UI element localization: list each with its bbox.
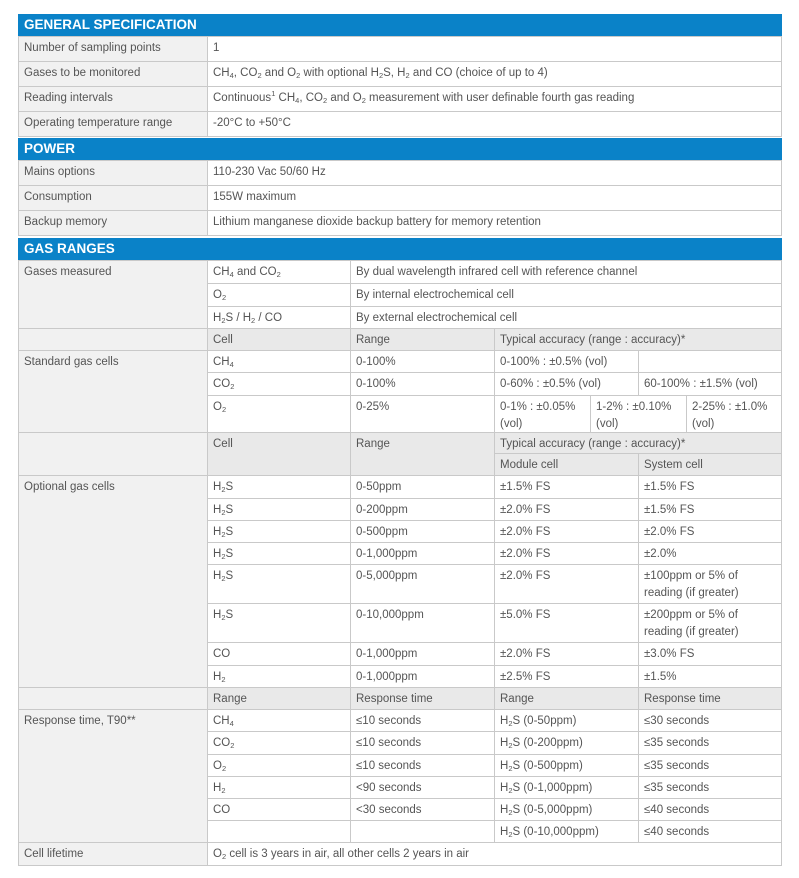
accuracy-value: 0-1% : ±0.05% (vol) xyxy=(494,395,590,432)
accuracy-value: 0-60% : ±0.5% (vol) xyxy=(494,372,638,395)
response-value: $CO_2$ xyxy=(207,731,350,754)
system-accuracy: ±3.0% FS xyxy=(638,642,782,665)
column-header-cell: Cell xyxy=(207,328,350,350)
gas-cell: $H_2S$ xyxy=(207,603,350,642)
response-value: <90 seconds xyxy=(350,776,494,798)
response-value: $H_2S$ (0-1,000ppm) xyxy=(494,776,638,798)
response-value: $H_2S$ (0-500ppm) xyxy=(494,754,638,776)
accuracy-value: 1-2% : ±0.10% (vol) xyxy=(590,395,686,432)
blank-label xyxy=(18,687,207,709)
response-value: ≤10 seconds xyxy=(350,709,494,731)
section-header-gas-ranges: GAS RANGES xyxy=(18,238,782,260)
column-header-response: Range xyxy=(207,687,350,709)
response-value: ≤35 seconds xyxy=(638,754,782,776)
response-value: $H_2$ xyxy=(207,776,350,798)
section-header-power: POWER xyxy=(18,138,782,160)
gas-range: 0-100% xyxy=(350,350,494,372)
system-accuracy: ±100ppm or 5% of reading (if greater) xyxy=(638,564,782,603)
gas-range: 0-1,000ppm xyxy=(350,665,494,687)
gas-cell: $O_2$ xyxy=(207,395,350,432)
response-value: $H_2S$ (0-10,000ppm) xyxy=(494,820,638,842)
column-header-range: Range xyxy=(350,432,494,475)
column-header-module: Module cell xyxy=(494,453,638,475)
spec-value: $CH_4$, $CO_2$ and $O_2$ with optional $H_2S$, $H_2$ and CO (choice of up to 4) xyxy=(207,61,782,86)
gas-cell: $H_2$ xyxy=(207,665,350,687)
gas-name: $O_2$ xyxy=(207,283,350,306)
gas-method: By dual wavelength infrared cell with reference channel xyxy=(350,260,782,283)
response-value: CO xyxy=(207,798,350,820)
gas-range: 0-25% xyxy=(350,395,494,432)
gas-method: By internal electrochemical cell xyxy=(350,283,782,306)
module-accuracy: ±2.5% FS xyxy=(494,665,638,687)
response-value xyxy=(350,820,494,842)
column-header-range: Range xyxy=(350,328,494,350)
gas-cell: $H_2S$ xyxy=(207,475,350,498)
gas-name: $H_2S / H_2$ / CO xyxy=(207,306,350,329)
spec-value: 1 xyxy=(207,36,782,61)
gas-cell: $H_2S$ xyxy=(207,520,350,542)
gas-range: 0-50ppm xyxy=(350,475,494,498)
column-header-response: Response time xyxy=(638,687,782,709)
spec-label: Gases to be monitored xyxy=(18,61,207,86)
module-accuracy: ±5.0% FS xyxy=(494,603,638,642)
standard-gas-cells-label: Standard gas cells xyxy=(18,350,207,432)
system-accuracy: ±1.5% FS xyxy=(638,475,782,498)
accuracy-value: 0-100% : ±0.5% (vol) xyxy=(494,350,638,372)
system-accuracy: ±1.5% FS xyxy=(638,498,782,520)
gas-cell: $CO_2$ xyxy=(207,372,350,395)
column-header-accuracy: Typical accuracy (range : accuracy)* xyxy=(494,432,782,453)
response-value: ≤40 seconds xyxy=(638,798,782,820)
gas-cell: $H_2S$ xyxy=(207,564,350,603)
gas-range: 0-500ppm xyxy=(350,520,494,542)
accuracy-value: 2-25% : ±1.0% (vol) xyxy=(686,395,782,432)
module-accuracy: ±2.0% FS xyxy=(494,520,638,542)
cell-lifetime-value: $O_2$ cell is 3 years in air, all other cells 2 years in air xyxy=(207,842,782,865)
cell-lifetime-label: Cell lifetime xyxy=(18,842,207,865)
spec-label: Operating temperature range xyxy=(18,111,207,136)
blank-label xyxy=(18,432,207,475)
gases-measured-label: Gases measured xyxy=(18,260,207,329)
system-accuracy: ±1.5% xyxy=(638,665,782,687)
column-header-response: Response time xyxy=(350,687,494,709)
blank-label xyxy=(18,328,207,350)
response-value: $CH_4$ xyxy=(207,709,350,731)
accuracy-value: 60-100% : ±1.5% (vol) xyxy=(638,372,782,395)
response-value: ≤10 seconds xyxy=(350,731,494,754)
response-value xyxy=(207,820,350,842)
gas-range: 0-200ppm xyxy=(350,498,494,520)
spec-label: Number of sampling points xyxy=(18,36,207,61)
section-header-general: GENERAL SPECIFICATION xyxy=(18,14,782,36)
response-value: $H_2S$ (0-50ppm) xyxy=(494,709,638,731)
system-accuracy: ±2.0% FS xyxy=(638,520,782,542)
response-value: ≤40 seconds xyxy=(638,820,782,842)
system-accuracy: ±2.0% xyxy=(638,542,782,564)
column-header-system: System cell xyxy=(638,453,782,475)
spec-value: Continuous$^1$ $CH_4$, $CO_2$ and $O_2$ measurement with user definable fourth gas reading xyxy=(207,86,782,111)
gas-cell: CO xyxy=(207,642,350,665)
module-accuracy: ±2.0% FS xyxy=(494,564,638,603)
column-header-response: Range xyxy=(494,687,638,709)
spec-label: Backup memory xyxy=(18,210,207,235)
spec-label: Mains options xyxy=(18,160,207,185)
response-value: ≤35 seconds xyxy=(638,776,782,798)
spec-value: 155W maximum xyxy=(207,185,782,210)
response-value: $H_2S$ (0-200ppm) xyxy=(494,731,638,754)
gas-cell: $H_2S$ xyxy=(207,498,350,520)
gas-range: 0-100% xyxy=(350,372,494,395)
gas-cell: $CH_4$ xyxy=(207,350,350,372)
gas-name: $CH_4$ and $CO_2$ xyxy=(207,260,350,283)
gas-method: By external electrochemical cell xyxy=(350,306,782,329)
response-value: ≤35 seconds xyxy=(638,731,782,754)
spec-value: 110-230 Vac 50/60 Hz xyxy=(207,160,782,185)
module-accuracy: ±2.0% FS xyxy=(494,642,638,665)
response-value: ≤30 seconds xyxy=(638,709,782,731)
column-header-cell: Cell xyxy=(207,432,350,475)
response-time-label: Response time, T90** xyxy=(18,709,207,842)
spec-label: Reading intervals xyxy=(18,86,207,111)
gas-range: 0-1,000ppm xyxy=(350,542,494,564)
accuracy-value xyxy=(638,350,782,372)
gas-cell: $H_2S$ xyxy=(207,542,350,564)
gas-range: 0-10,000ppm xyxy=(350,603,494,642)
gas-range: 0-1,000ppm xyxy=(350,642,494,665)
spec-value: Lithium manganese dioxide backup battery for memory retention xyxy=(207,210,782,235)
module-accuracy: ±1.5% FS xyxy=(494,475,638,498)
module-accuracy: ±2.0% FS xyxy=(494,542,638,564)
spec-value: -20°C to +50°C xyxy=(207,111,782,136)
column-header-accuracy: Typical accuracy (range : accuracy)* xyxy=(494,328,782,350)
response-value: $O_2$ xyxy=(207,754,350,776)
response-value: <30 seconds xyxy=(350,798,494,820)
response-value: ≤10 seconds xyxy=(350,754,494,776)
response-value: $H_2S$ (0-5,000ppm) xyxy=(494,798,638,820)
spec-label: Consumption xyxy=(18,185,207,210)
gas-range: 0-5,000ppm xyxy=(350,564,494,603)
optional-gas-cells-label: Optional gas cells xyxy=(18,475,207,687)
system-accuracy: ±200ppm or 5% of reading (if greater) xyxy=(638,603,782,642)
module-accuracy: ±2.0% FS xyxy=(494,498,638,520)
